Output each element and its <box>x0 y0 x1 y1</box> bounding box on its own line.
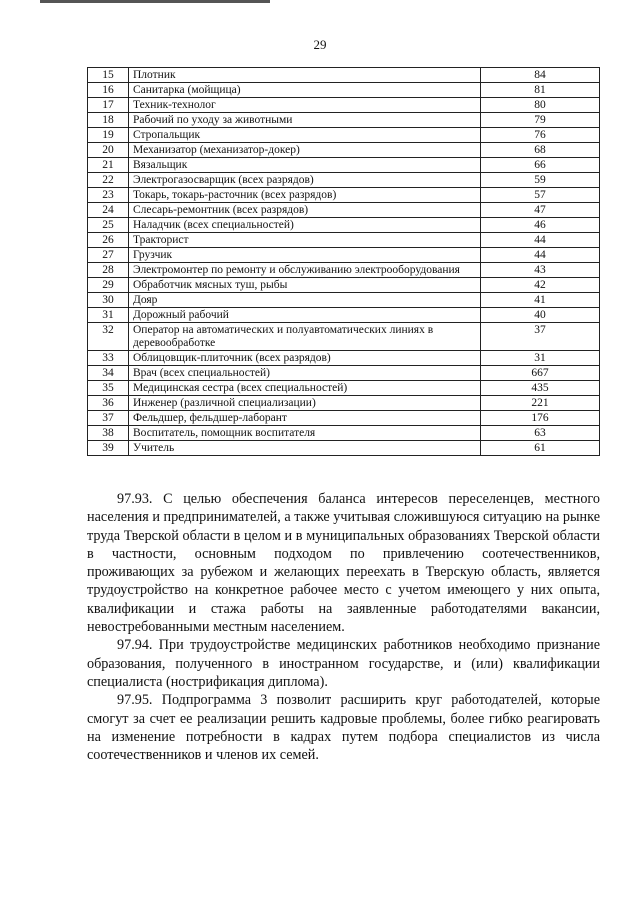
row-number: 38 <box>88 426 129 441</box>
row-profession: Токарь, токарь-расточник (всех разрядов) <box>129 188 481 203</box>
row-number: 23 <box>88 188 129 203</box>
row-value: 435 <box>481 381 600 396</box>
row-profession: Фельдшер, фельдшер-лаборант <box>129 411 481 426</box>
row-profession: Рабочий по уходу за животными <box>129 113 481 128</box>
row-profession: Электромонтер по ремонту и обслуживанию электрооборудования <box>129 263 481 278</box>
table-row <box>88 143 600 158</box>
table-row <box>88 426 600 441</box>
row-profession: Обработчик мясных туш, рыбы <box>129 278 481 293</box>
row-profession: Облицовщик-плиточник (всех разрядов) <box>129 351 481 366</box>
row-value: 80 <box>481 98 600 113</box>
row-profession: Слесарь-ремонтник (всех разрядов) <box>129 203 481 218</box>
row-number: 18 <box>88 113 129 128</box>
row-value: 41 <box>481 293 600 308</box>
row-value: 42 <box>481 278 600 293</box>
row-profession: Тракторист <box>129 233 481 248</box>
row-value: 66 <box>481 158 600 173</box>
table-row <box>88 248 600 263</box>
row-number: 24 <box>88 203 129 218</box>
row-value: 46 <box>481 218 600 233</box>
row-value: 44 <box>481 248 600 263</box>
paragraph-97-93: 97.93. С целью обеспечения баланса интересов переселенцев, местного населения и предпринимателей, а также учитывая сложившуюся ситуацию на рынке труда Тверской области в целом и в муниципальных образованиях Тверской области в частности, основным подходом по привлечению соотечественников, проживающих за рубежом и желающих переехать в Тверскую область, является трудоустройство на конкретное рабочее место с учетом имеющего у них опыта, квалификации и стажа работы на заявленные работодателями вакансии, невостребованными местным населением. <box>87 491 600 636</box>
row-number: 39 <box>88 441 129 456</box>
row-number: 33 <box>88 351 129 366</box>
row-value: 31 <box>481 351 600 366</box>
row-value: 221 <box>481 396 600 411</box>
row-number: 22 <box>88 173 129 188</box>
row-profession: Медицинская сестра (всех специальностей) <box>129 381 481 396</box>
table-row <box>88 68 600 83</box>
table-row <box>88 411 600 426</box>
row-number: 25 <box>88 218 129 233</box>
table-row <box>88 173 600 188</box>
scan-edge-line <box>40 0 270 3</box>
row-value: 59 <box>481 173 600 188</box>
table-row <box>88 233 600 248</box>
vacancies-table-body <box>88 68 600 456</box>
row-value: 76 <box>481 128 600 143</box>
table-row <box>88 188 600 203</box>
row-number: 35 <box>88 381 129 396</box>
row-value: 43 <box>481 263 600 278</box>
row-number: 15 <box>88 68 129 83</box>
row-value: 84 <box>481 68 600 83</box>
table-row <box>88 263 600 278</box>
table-row <box>88 441 600 456</box>
table-row <box>88 323 600 351</box>
row-number: 31 <box>88 308 129 323</box>
table-row <box>88 396 600 411</box>
row-number: 20 <box>88 143 129 158</box>
table-row <box>88 218 600 233</box>
row-number: 32 <box>88 323 129 351</box>
row-profession: Плотник <box>129 68 481 83</box>
table-row <box>88 351 600 366</box>
row-value: 667 <box>481 366 600 381</box>
row-profession: Наладчик (всех специальностей) <box>129 218 481 233</box>
row-value: 37 <box>481 323 600 351</box>
table-row <box>88 278 600 293</box>
table-row <box>88 203 600 218</box>
row-profession: Воспитатель, помощник воспитателя <box>129 426 481 441</box>
table-row <box>88 381 600 396</box>
row-profession: Дояр <box>129 293 481 308</box>
row-number: 17 <box>88 98 129 113</box>
row-profession: Оператор на автоматических и полуавтоматических линиях в деревообработке <box>129 323 481 351</box>
row-profession: Дорожный рабочий <box>129 308 481 323</box>
row-number: 28 <box>88 263 129 278</box>
body-text <box>87 490 600 764</box>
table-row <box>88 98 600 113</box>
row-number: 36 <box>88 396 129 411</box>
row-number: 30 <box>88 293 129 308</box>
vacancies-table <box>87 67 600 456</box>
row-value: 79 <box>481 113 600 128</box>
row-number: 19 <box>88 128 129 143</box>
row-value: 63 <box>481 426 600 441</box>
row-value: 81 <box>481 83 600 98</box>
row-profession: Стропальщик <box>129 128 481 143</box>
row-value: 47 <box>481 203 600 218</box>
row-number: 21 <box>88 158 129 173</box>
row-value: 40 <box>481 308 600 323</box>
row-number: 27 <box>88 248 129 263</box>
row-value: 61 <box>481 441 600 456</box>
row-profession: Техник-технолог <box>129 98 481 113</box>
row-number: 29 <box>88 278 129 293</box>
row-profession: Вязальщик <box>129 158 481 173</box>
table-row <box>88 83 600 98</box>
paragraph-97-94: 97.94. При трудоустройстве медицинских работников необходимо признание образования, полученного в иностранном государстве, и (или) квалификации специалиста (нострификация диплома). <box>87 637 600 690</box>
row-number: 34 <box>88 366 129 381</box>
table-row <box>88 158 600 173</box>
row-number: 16 <box>88 83 129 98</box>
row-value: 44 <box>481 233 600 248</box>
table-row <box>88 293 600 308</box>
table-row <box>88 113 600 128</box>
row-value: 57 <box>481 188 600 203</box>
row-profession: Учитель <box>129 441 481 456</box>
table-row <box>88 128 600 143</box>
row-value: 176 <box>481 411 600 426</box>
page-number: 29 <box>313 37 327 52</box>
table-row <box>88 308 600 323</box>
row-profession: Грузчик <box>129 248 481 263</box>
row-number: 37 <box>88 411 129 426</box>
row-profession: Санитарка (мойщица) <box>129 83 481 98</box>
row-profession: Электрогазосварщик (всех разрядов) <box>129 173 481 188</box>
row-profession: Механизатор (механизатор-докер) <box>129 143 481 158</box>
row-value: 68 <box>481 143 600 158</box>
paragraph-97-95: 97.95. Подпрограмма 3 позволит расширить круг работодателей, которые смогут за счет ее реализации решить кадровые проблемы, более гибко реагировать на изменение потребности в кадрах путем подбора специалистов из числа соотечественников и членов их семей. <box>87 692 600 764</box>
table-row <box>88 366 600 381</box>
row-profession: Инженер (различной специализации) <box>129 396 481 411</box>
row-number: 26 <box>88 233 129 248</box>
row-profession: Врач (всех специальностей) <box>129 366 481 381</box>
